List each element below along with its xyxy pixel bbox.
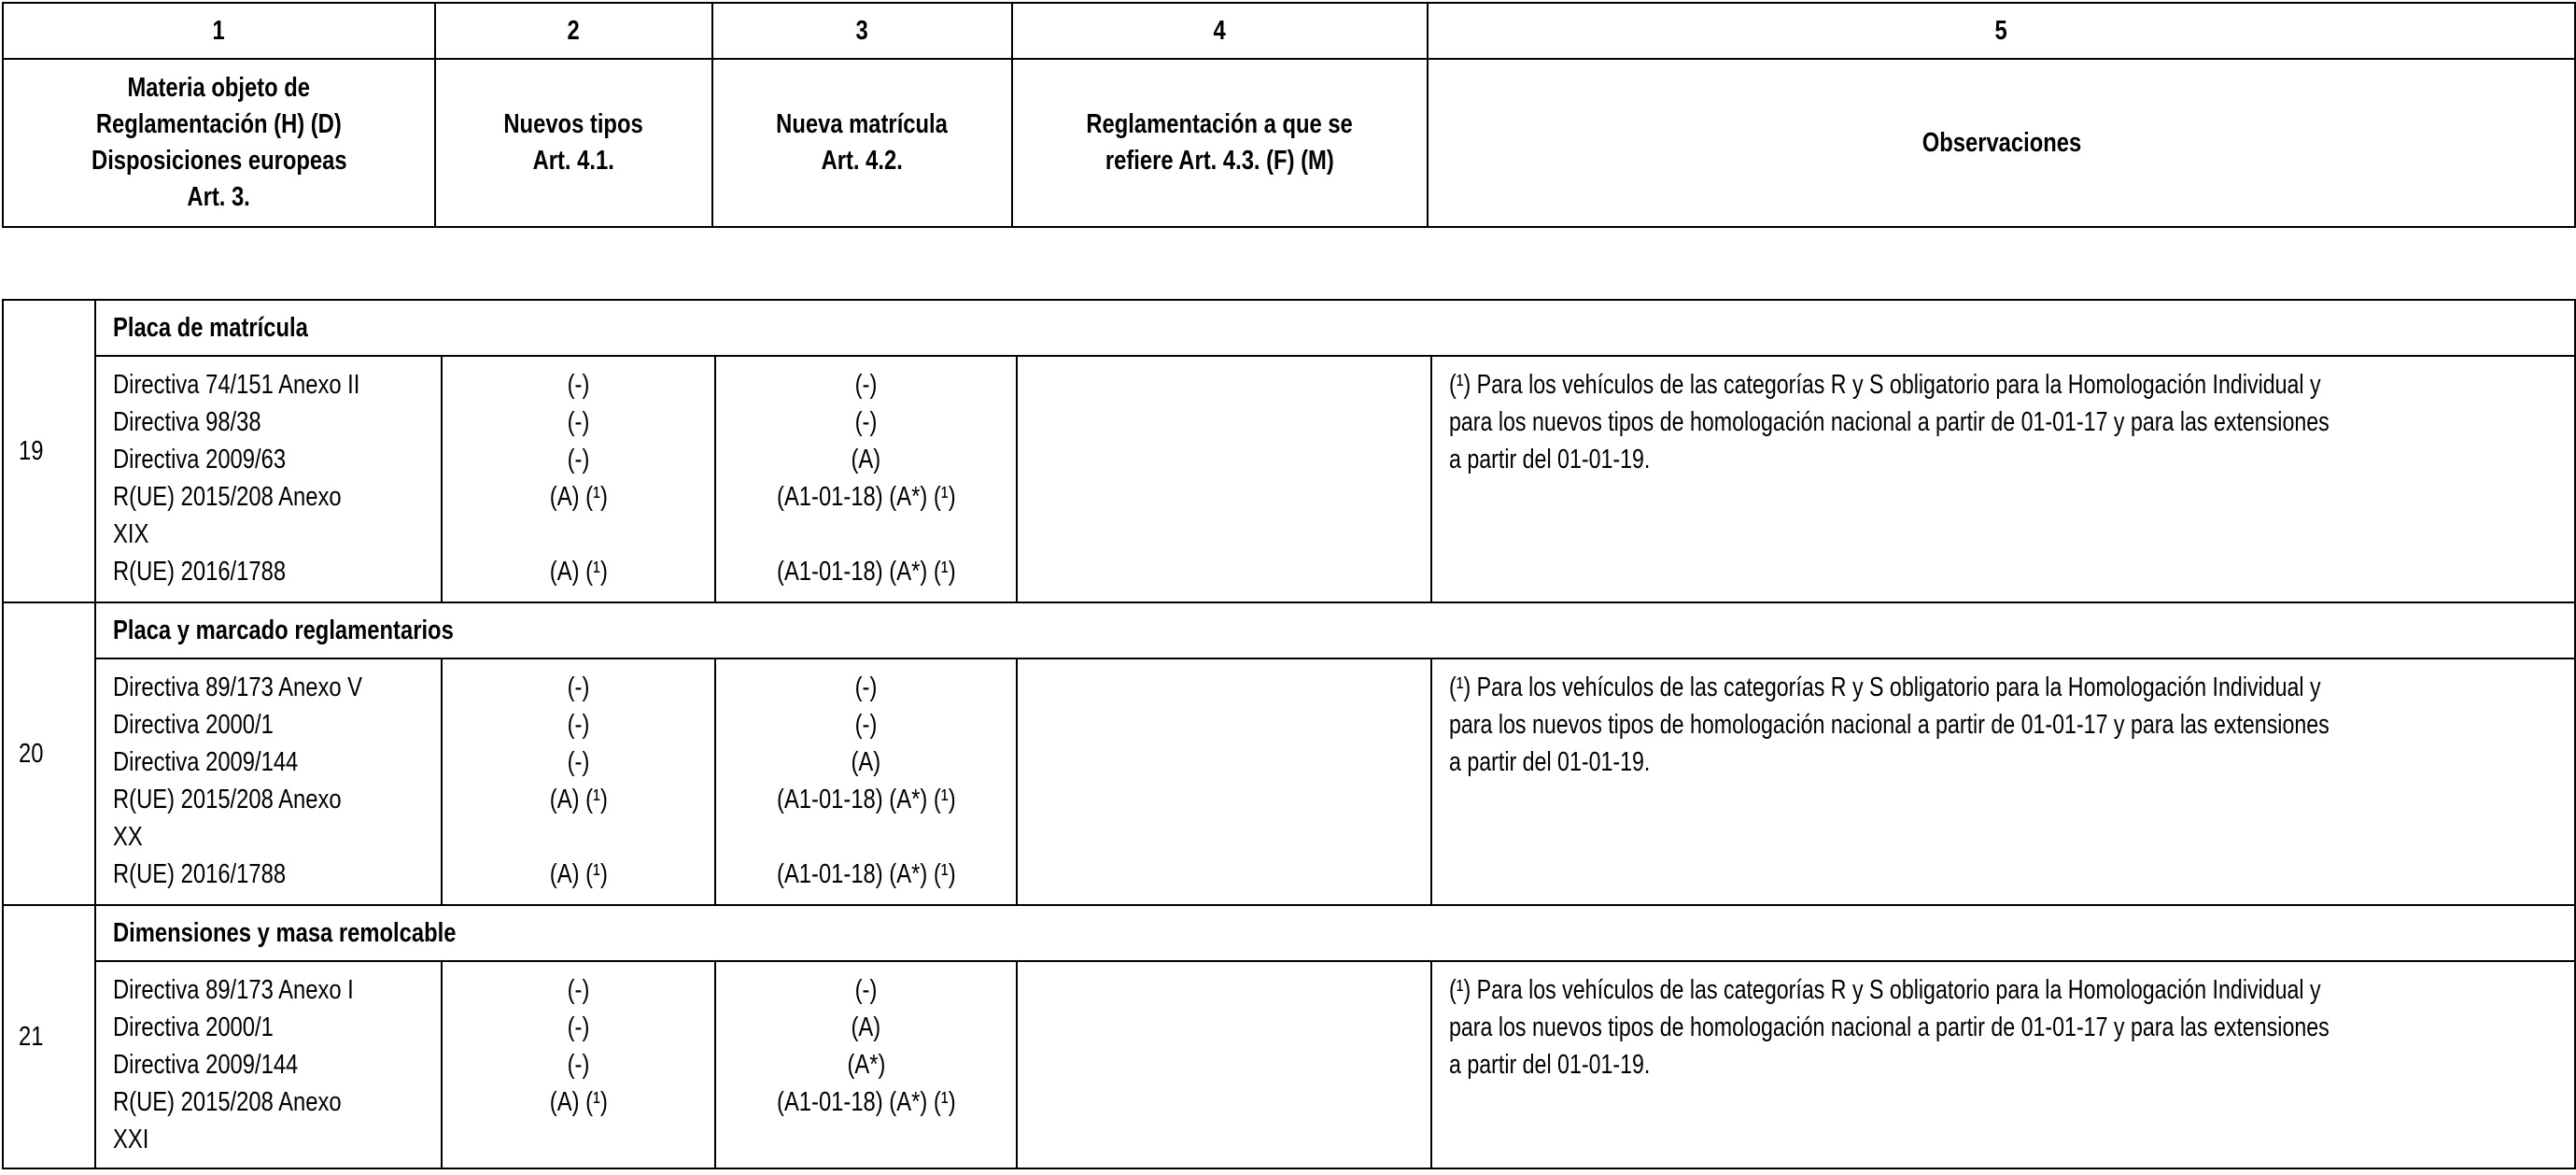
col-number-1: 1	[3, 3, 435, 59]
data-row-20	[3, 658, 2575, 905]
reglamentacion-cell-20	[1017, 658, 1431, 905]
col-number-5: 5	[1428, 3, 2575, 59]
col-title-nuevos-tipos: Nuevos tipos Art. 4.1.	[435, 59, 712, 227]
col-number-4: 4	[1012, 3, 1428, 59]
column-number-row	[3, 3, 2575, 59]
nuevos-tipos-cell-20: (-) (-) (-) (A) (¹) (A) (¹)	[442, 658, 715, 905]
section-row-19	[3, 300, 2575, 356]
section-row-20	[3, 602, 2575, 658]
nuevos-tipos-cell-19: (-) (-) (-) (A) (¹) (A) (¹)	[442, 356, 715, 602]
section-title-19: Placa de matrícula	[95, 300, 2575, 356]
col-title-reglamentacion: Reglamentación a que se refiere Art. 4.3. (F) (M)	[1012, 59, 1428, 227]
nueva-matricula-cell-20: (-) (-) (A) (A1-01-18) (A*) (¹) (A1-01-18) (A*) (¹)	[715, 658, 1017, 905]
section-row-21	[3, 905, 2575, 961]
nueva-matricula-cell-21: (-) (A) (A*) (A1-01-18) (A*) (¹)	[715, 961, 1017, 1168]
section-title-21: Dimensiones y masa remolcable	[95, 905, 2575, 961]
row-number-19: 19	[3, 300, 95, 602]
col-number-2: 2	[435, 3, 712, 59]
row-number-21: 21	[3, 905, 95, 1168]
data-row-21	[3, 961, 2575, 1168]
col-number-3: 3	[712, 3, 1012, 59]
row-number-20: 20	[3, 602, 95, 905]
observations-cell-19: (¹) Para los vehículos de las categorías R y S obligatorio para la Homologación Individual y para los nuevos tipos de homologación nacional a partir de 01-01-17 y para las extensiones a partir del 01-01-19.	[1431, 356, 2575, 602]
col-title-observaciones: Observaciones	[1428, 59, 2575, 227]
directives-cell-20: Directiva 89/173 Anexo V Directiva 2000/1 Directiva 2009/144 R(UE) 2015/208 Anexo XX R(UE) 2016/1788	[95, 658, 442, 905]
reglamentacion-cell-21	[1017, 961, 1431, 1168]
column-title-row	[3, 59, 2575, 227]
directives-cell-21: Directiva 89/173 Anexo I Directiva 2000/1 Directiva 2009/144 R(UE) 2015/208 Anexo XXI	[95, 961, 442, 1168]
nueva-matricula-cell-19: (-) (-) (A) (A1-01-18) (A*) (¹) (A1-01-18) (A*) (¹)	[715, 356, 1017, 602]
data-row-19	[3, 356, 2575, 602]
col-title-nueva-matricula: Nueva matrícula Art. 4.2.	[712, 59, 1012, 227]
directives-cell-19: Directiva 74/151 Anexo II Directiva 98/38 Directiva 2009/63 R(UE) 2015/208 Anexo XIX R(UE) 2016/1788	[95, 356, 442, 602]
header-table	[2, 2, 2576, 228]
reglamentacion-cell-19	[1017, 356, 1431, 602]
section-title-20: Placa y marcado reglamentarios	[95, 602, 2575, 658]
nuevos-tipos-cell-21: (-) (-) (-) (A) (¹)	[442, 961, 715, 1168]
observations-cell-21: (¹) Para los vehículos de las categorías R y S obligatorio para la Homologación Individual y para los nuevos tipos de homologación nacional a partir de 01-01-17 y para las extensiones a partir del 01-01-19.	[1431, 961, 2575, 1168]
col-title-materia: Materia objeto de Reglamentación (H) (D) Disposiciones europeas Art. 3.	[3, 59, 435, 227]
regulation-table	[2, 299, 2576, 1169]
observations-cell-20: (¹) Para los vehículos de las categorías R y S obligatorio para la Homologación Individual y para los nuevos tipos de homologación nacional a partir de 01-01-17 y para las extensiones a partir del 01-01-19.	[1431, 658, 2575, 905]
